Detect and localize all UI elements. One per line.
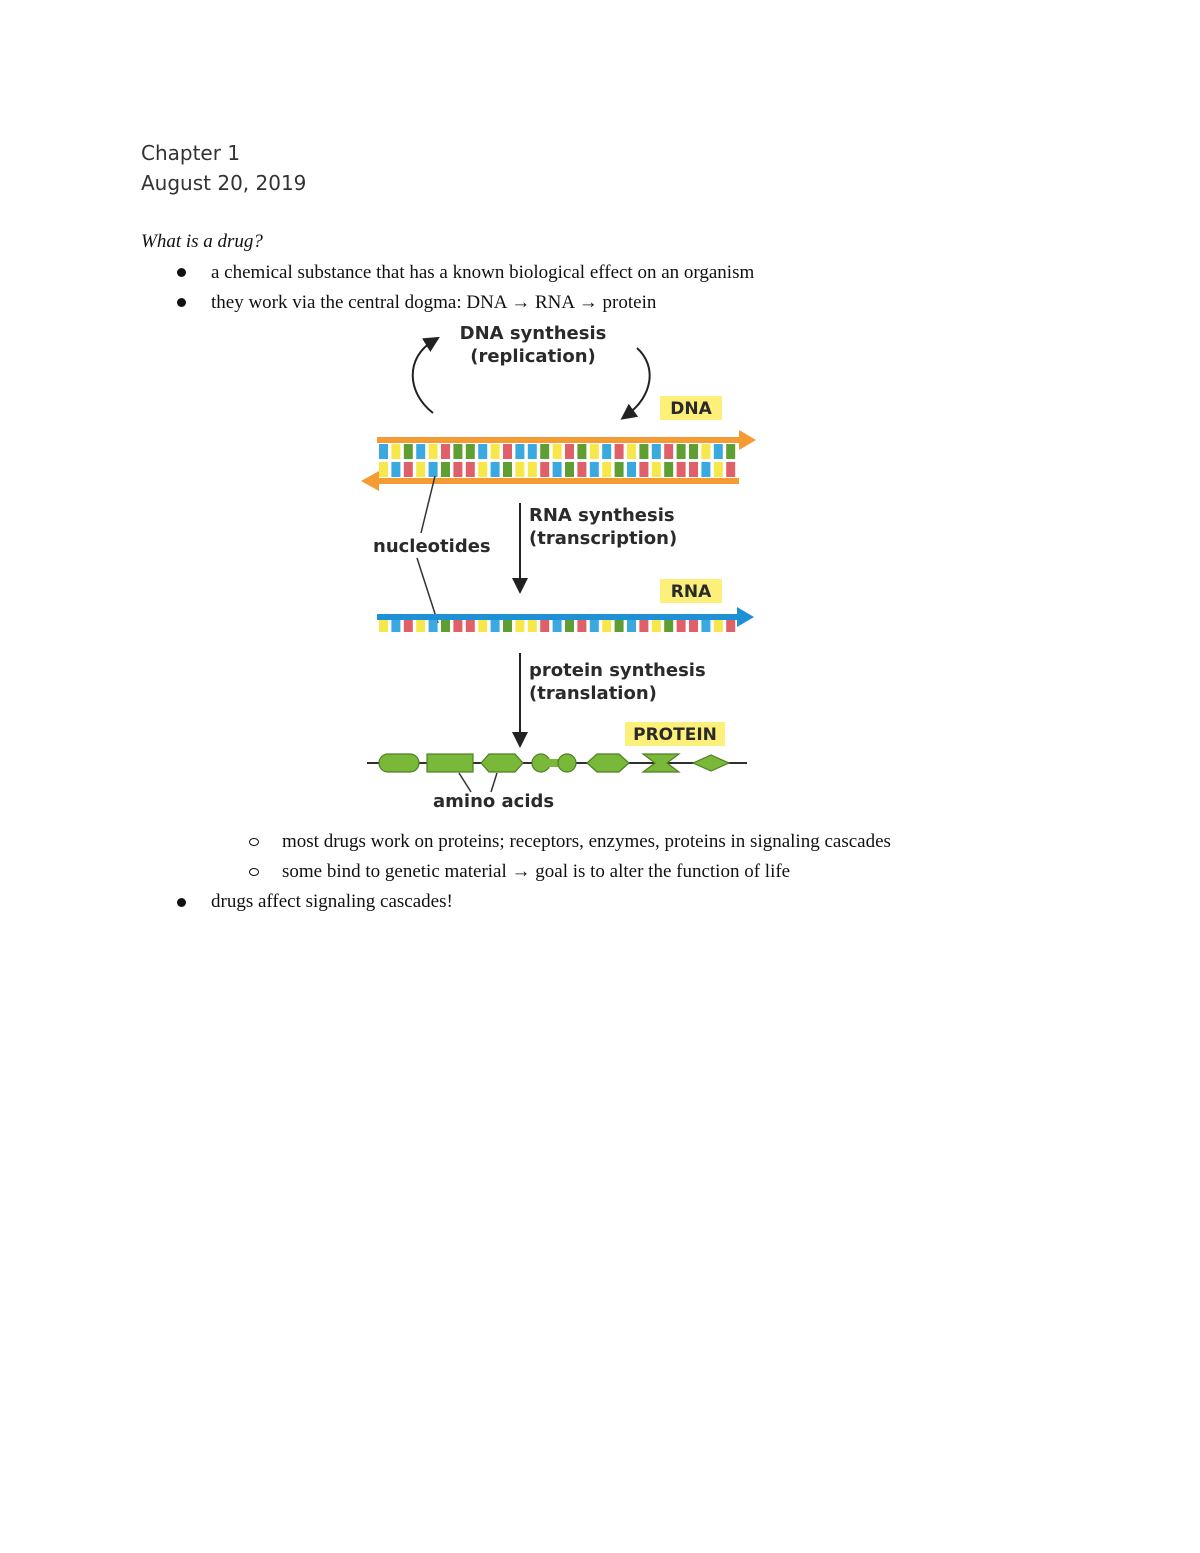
protein-tag-label: PROTEIN — [633, 725, 717, 745]
rna-nucleotide — [565, 620, 574, 632]
dna-nucleotide — [528, 444, 537, 459]
dna-nucleotide — [379, 444, 388, 459]
rna-nucleotide — [627, 620, 636, 632]
amino-pointer-right — [491, 773, 497, 792]
dna-nucleotide — [540, 444, 549, 459]
dna-nucleotide — [441, 444, 450, 459]
dna-nucleotide — [416, 462, 425, 477]
rna-nucleotide — [540, 620, 549, 632]
dna-bottom-strand — [371, 478, 739, 484]
rna-nucleotide — [639, 620, 648, 632]
amino-pointer-left — [459, 773, 471, 792]
dna-nucleotide — [701, 462, 710, 477]
dna-nucleotide — [677, 444, 686, 459]
dna-nucleotide — [515, 462, 524, 477]
rna-arrowhead — [737, 607, 754, 627]
dna-nucleotide — [478, 444, 487, 459]
dna-nucleotide — [391, 462, 400, 477]
dna-nucleotide — [689, 444, 698, 459]
hollow-bullet-icon — [249, 838, 259, 846]
rna-nucleotide — [528, 620, 537, 632]
rna-nucleotide — [429, 620, 438, 632]
dna-nucleotide — [639, 462, 648, 477]
rna-nucleotide — [515, 620, 524, 632]
dna-nucleotide — [429, 444, 438, 459]
rna-nucleotide — [714, 620, 723, 632]
rna-nucleotide — [615, 620, 624, 632]
dna-nucleotide — [429, 462, 438, 477]
rna-nucleotide — [453, 620, 462, 632]
dna-nucleotide — [404, 444, 413, 459]
dna-nucleotide — [689, 462, 698, 477]
dna-top-strand — [377, 437, 749, 443]
dna-nucleotide — [664, 462, 673, 477]
replication-arrow-right — [627, 348, 650, 415]
dna-nucleotide — [416, 444, 425, 459]
central-dogma-diagram — [355, 318, 765, 818]
nucleotides-pointer-upper — [421, 476, 435, 533]
dna-nucleotide — [466, 444, 475, 459]
page-title: Chapter 1 — [141, 141, 241, 165]
rna-nucleotide — [664, 620, 673, 632]
dna-nucleotide — [590, 444, 599, 459]
dna-nucleotide — [615, 444, 624, 459]
dna-tag-label: DNA — [670, 399, 712, 419]
dna-nucleotide — [664, 444, 673, 459]
dna-nucleotide — [652, 444, 661, 459]
amino-acid — [558, 754, 576, 772]
dna-nucleotide — [726, 444, 735, 459]
nucleotides-label: nucleotides — [373, 536, 491, 557]
dna-nucleotide — [478, 462, 487, 477]
dna-nucleotide — [565, 444, 574, 459]
amino-acid — [427, 754, 473, 772]
dna-nucleotide — [726, 462, 735, 477]
bullet-text: a chemical substance that has a known biological effect on an organism — [211, 262, 755, 283]
rna-nucleotide — [602, 620, 611, 632]
dna-bottom-arrowhead — [361, 471, 379, 491]
dna-nucleotide — [441, 462, 450, 477]
rna-backbone — [377, 614, 747, 620]
replication-arrow-left — [413, 341, 433, 413]
rna-nucleotide — [416, 620, 425, 632]
rna-nucleotide — [441, 620, 450, 632]
rna-nucleotide — [503, 620, 512, 632]
dna-nucleotide — [602, 462, 611, 477]
amino-acid — [481, 754, 523, 772]
dna-nucleotide — [714, 444, 723, 459]
amino-acid — [693, 755, 729, 771]
rna-nucleotide — [652, 620, 661, 632]
rna-nucleotide — [689, 620, 698, 632]
rna-tag-label: RNA — [670, 582, 712, 602]
dna-nucleotide — [515, 444, 524, 459]
bullet-text: drugs affect signaling cascades! — [211, 891, 453, 912]
dna-double-strand — [361, 430, 756, 491]
dna-nucleotide — [453, 444, 462, 459]
rna-nucleotide — [391, 620, 400, 632]
rna-nucleotide — [701, 620, 710, 632]
rna-bases — [379, 620, 735, 632]
dna-nucleotide — [615, 462, 624, 477]
replication-label-line2: (replication) — [470, 346, 596, 367]
dna-nucleotide — [602, 444, 611, 459]
transcription-label-line1: RNA synthesis — [529, 505, 675, 526]
sub-bullet-text: most drugs work on proteins; receptors, enzymes, proteins in signaling cascades — [282, 831, 891, 852]
dna-nucleotide — [503, 462, 512, 477]
dna-nucleotide — [453, 462, 462, 477]
rna-nucleotide — [379, 620, 388, 632]
rna-nucleotide — [590, 620, 599, 632]
dna-nucleotide — [565, 462, 574, 477]
dna-nucleotide — [540, 462, 549, 477]
amino-acid — [587, 754, 629, 772]
sub-bullet-text: some bind to genetic material → goal is to alter the function of life — [282, 861, 791, 882]
page-date: August 20, 2019 — [141, 171, 307, 195]
replication-label-line1: DNA synthesis — [459, 323, 607, 344]
rna-nucleotide — [677, 620, 686, 632]
rna-nucleotide — [404, 620, 413, 632]
rna-nucleotide — [478, 620, 487, 632]
dna-nucleotide — [391, 444, 400, 459]
dna-top-arrowhead — [739, 430, 756, 450]
question-heading: What is a drug? — [141, 231, 263, 252]
amino-acids-label: amino acids — [433, 791, 555, 812]
dna-nucleotide — [553, 462, 562, 477]
dna-nucleotide — [553, 444, 562, 459]
dna-nucleotide — [491, 444, 500, 459]
hollow-bullet-icon — [249, 868, 259, 876]
rna-nucleotide — [726, 620, 735, 632]
dna-nucleotide — [577, 444, 586, 459]
bullet-icon — [177, 898, 186, 907]
protein-chain — [367, 754, 747, 772]
translation-label-line1: protein synthesis — [529, 660, 706, 681]
dna-nucleotide — [466, 462, 475, 477]
dna-nucleotide — [714, 462, 723, 477]
dna-nucleotide — [528, 462, 537, 477]
dna-nucleotide — [627, 444, 636, 459]
bullet-text: they work via the central dogma: DNA → RNA → protein — [211, 292, 657, 313]
dna-nucleotide — [639, 444, 648, 459]
nucleotides-pointer-lower — [417, 558, 438, 623]
rna-nucleotide — [577, 620, 586, 632]
dna-nucleotide — [491, 462, 500, 477]
dna-nucleotide — [577, 462, 586, 477]
dna-nucleotide — [652, 462, 661, 477]
bullet-icon — [177, 298, 186, 307]
dna-nucleotide — [503, 444, 512, 459]
amino-acid — [379, 754, 419, 772]
rna-nucleotide — [553, 620, 562, 632]
transcription-label-line2: (transcription) — [529, 528, 678, 549]
dna-nucleotide — [379, 462, 388, 477]
bullet-icon — [177, 268, 186, 277]
dna-base-pairs — [379, 444, 735, 477]
dna-nucleotide — [677, 462, 686, 477]
translation-label-line2: (translation) — [529, 683, 657, 704]
dna-nucleotide — [701, 444, 710, 459]
dna-nucleotide — [590, 462, 599, 477]
dna-nucleotide — [404, 462, 413, 477]
rna-nucleotide — [491, 620, 500, 632]
rna-nucleotide — [466, 620, 475, 632]
dna-nucleotide — [627, 462, 636, 477]
